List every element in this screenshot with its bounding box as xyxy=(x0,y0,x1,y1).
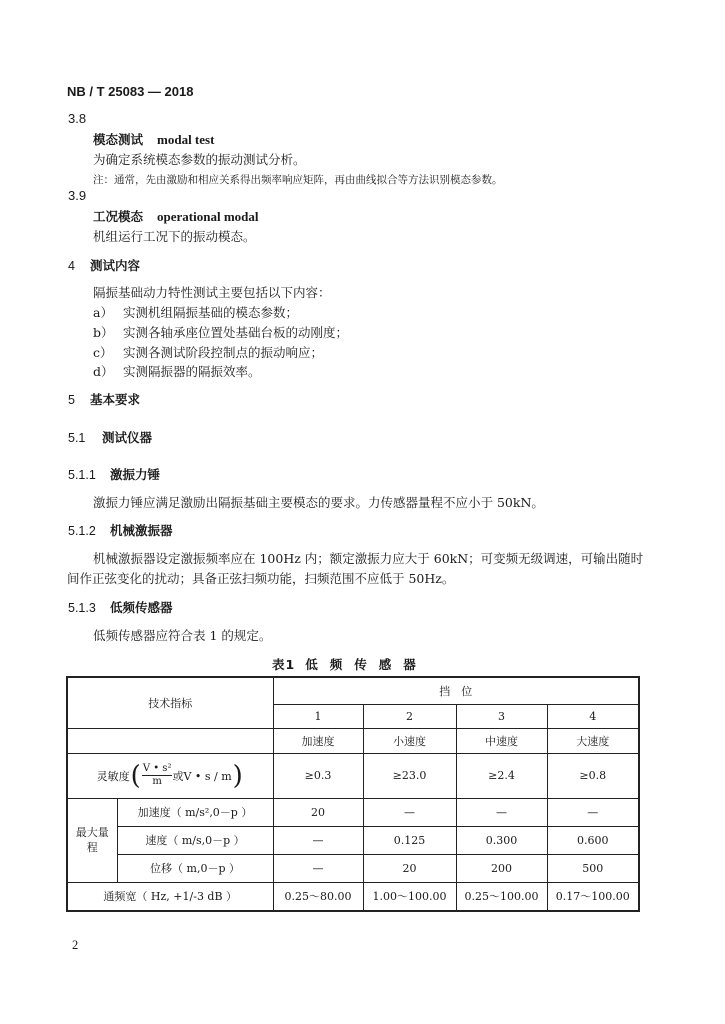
list-text: 实测各轴承座位置处基础台板的动刚度； xyxy=(123,325,349,340)
table-cell: ≥23.0 xyxy=(363,753,456,798)
heading-title: 机械激振器 xyxy=(110,523,173,538)
table-cell: 20 xyxy=(363,854,456,882)
section-number-3-8: 3.8 xyxy=(68,111,87,126)
bandwidth-label: 通频宽（ Hz, +1/-3 dB ） xyxy=(67,882,273,911)
list-item xyxy=(93,303,298,321)
table-cell: 0.300 xyxy=(456,826,547,854)
heading-5-1-3 xyxy=(68,598,173,616)
sensitivity-alt-unit: 或V • s / m xyxy=(172,769,232,783)
definition-3-9: 机组运行工况下的振动模态。 xyxy=(93,229,256,244)
gear-number: 1 xyxy=(273,704,363,728)
heading-title: 测试内容 xyxy=(90,258,141,273)
table-caption-title: 低频传感器 xyxy=(305,657,428,672)
table-cell: 0.25～100.00 xyxy=(456,882,547,911)
heading-5-1-1 xyxy=(68,465,160,483)
term-modal-test xyxy=(93,130,214,148)
table-cell: ≥0.8 xyxy=(547,753,639,798)
sensor-spec-table xyxy=(66,676,640,912)
paragraph-5-1-2-line1: 机械激振器设定激振频率应在 100Hz 内；额定激振力应大于 60kN；可变频无级调速，可输出随时 xyxy=(93,551,644,566)
heading-number: 5.1.2 xyxy=(68,524,96,538)
paragraph-5-1-3: 低频传感器应符合表 1 的规定。 xyxy=(93,628,272,643)
max-range-label xyxy=(67,798,117,882)
heading-4 xyxy=(68,256,140,274)
table-caption-number: 表1 xyxy=(272,657,296,672)
list-label: c） xyxy=(93,345,113,360)
table-cell: 200 xyxy=(456,854,547,882)
section-4-intro: 隔振基础动力特性测试主要包括以下内容： xyxy=(93,285,331,300)
heading-number: 4 xyxy=(68,259,75,273)
term-en: operational modal xyxy=(157,209,259,224)
table-cell: — xyxy=(273,854,363,882)
term-operational-modal xyxy=(93,207,259,225)
right-paren-icon: ) xyxy=(232,760,243,791)
table-cell: 0.17～100.00 xyxy=(547,882,639,911)
gear-type: 中速度 xyxy=(456,728,547,753)
table-cell: — xyxy=(273,826,363,854)
heading-title: 基本要求 xyxy=(90,392,141,407)
col-header-spec: 技术指标 xyxy=(67,677,273,728)
heading-number: 5 xyxy=(68,393,75,407)
max-range-text: 最大量程 xyxy=(75,826,109,854)
sensitivity-text: 灵敏度 xyxy=(96,769,130,783)
sensitivity-fraction xyxy=(142,764,173,787)
list-item xyxy=(93,323,348,341)
sensitivity-label xyxy=(67,753,273,798)
heading-5-1 xyxy=(68,428,152,446)
section-number-3-9: 3.9 xyxy=(68,188,87,203)
list-text: 实测机组隔振基础的模态参数； xyxy=(123,305,299,320)
heading-5 xyxy=(68,390,140,408)
table-cell: 1.00～100.00 xyxy=(363,882,456,911)
table-cell: — xyxy=(547,798,639,826)
row-label: 加速度（ m/s²,0－p ） xyxy=(117,798,273,826)
list-label: a） xyxy=(93,305,113,320)
table-cell: ≥0.3 xyxy=(273,753,363,798)
paragraph-5-1-1: 激振力锤应满足激励出隔振基础主要模态的要求。力传感器量程不应小于 50kN。 xyxy=(93,495,544,510)
definition-3-8: 为确定系统模态参数的振动测试分析。 xyxy=(93,152,306,167)
heading-number: 5.1 xyxy=(68,431,86,445)
table-cell: 0.600 xyxy=(547,826,639,854)
fraction-numerator: V • s² xyxy=(142,763,172,774)
gear-type: 加速度 xyxy=(273,728,363,753)
heading-number: 5.1.1 xyxy=(68,468,96,482)
paragraph-5-1-2-line2: 间作正弦变化的扰动；具备正弦扫频功能，扫频范围不应低于 50Hz。 xyxy=(67,571,455,586)
heading-title: 激振力锤 xyxy=(110,467,161,482)
gear-type: 大速度 xyxy=(547,728,639,753)
document-code: NB / T 25083 — 2018 xyxy=(67,84,194,99)
term-cn: 模态测试 xyxy=(93,132,144,147)
list-label: b） xyxy=(93,325,114,340)
table-cell: 20 xyxy=(273,798,363,826)
list-item xyxy=(93,362,261,380)
fraction-denominator: m xyxy=(152,776,162,787)
sensitivity-formula xyxy=(96,760,244,791)
left-paren-icon: ( xyxy=(130,760,141,791)
group-header-gear: 挡 位 xyxy=(273,677,639,704)
table-cell: 500 xyxy=(547,854,639,882)
table-caption xyxy=(272,655,428,673)
term-en: modal test xyxy=(157,132,215,147)
list-item xyxy=(93,343,323,361)
note-3-8: 注：通常，先由激励和相应关系得出频率响应矩阵，再由曲线拟合等方法识别模态参数。 xyxy=(93,174,503,186)
heading-5-1-2 xyxy=(68,521,173,539)
page-number: 2 xyxy=(72,938,79,952)
gear-type-header-blank xyxy=(67,728,273,753)
list-text: 实测隔振器的隔振效率。 xyxy=(123,364,261,379)
table-cell: 0.125 xyxy=(363,826,456,854)
list-text: 实测各测试阶段控制点的振动响应； xyxy=(123,345,324,360)
list-label: d） xyxy=(93,364,114,379)
gear-type: 小速度 xyxy=(363,728,456,753)
table-cell: — xyxy=(456,798,547,826)
table-cell: — xyxy=(363,798,456,826)
table-cell: 0.25～80.00 xyxy=(273,882,363,911)
gear-number: 2 xyxy=(363,704,456,728)
gear-number: 3 xyxy=(456,704,547,728)
gear-number: 4 xyxy=(547,704,639,728)
heading-title: 测试仪器 xyxy=(102,430,153,445)
term-cn: 工况模态 xyxy=(93,209,144,224)
table-cell: ≥2.4 xyxy=(456,753,547,798)
heading-number: 5.1.3 xyxy=(68,601,96,615)
row-label: 位移（ m,0－p ） xyxy=(117,854,273,882)
row-label: 速度（ m/s,0－p ） xyxy=(117,826,273,854)
heading-title: 低频传感器 xyxy=(110,600,173,615)
